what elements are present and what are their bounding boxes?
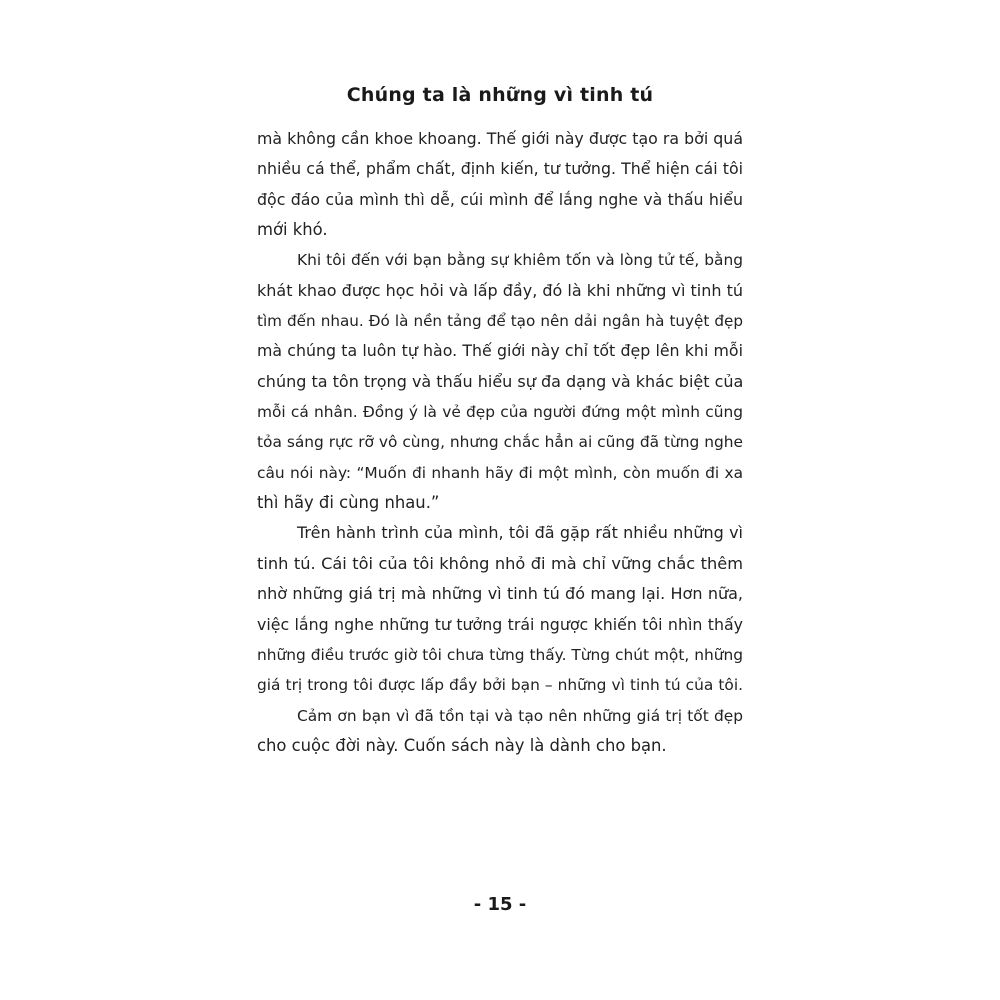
- text-line: nhiều cá thể, phẩm chất, định kiến, tư tưởng. Thể hiện cái tôi: [257, 159, 743, 179]
- page-title: Chúng ta là những vì tinh tú: [346, 84, 654, 106]
- text-line: giá trị trong tôi được lấp đầy bởi bạn – những vì tinh tú của tôi.: [257, 676, 743, 695]
- text-line: tinh tú. Cái tôi của tôi không nhỏ đi mà chỉ vững chắc thêm: [257, 553, 743, 573]
- text-line: câu nói này: “Muốn đi nhanh hãy đi một mình, còn muốn đi xa: [257, 463, 743, 482]
- text-line: cho cuộc đời này. Cuốn sách này là dành cho bạn.: [257, 735, 667, 755]
- text-line: chúng ta tôn trọng và thấu hiểu sự đa dạng và khác biệt của: [257, 371, 744, 391]
- text-line: tìm đến nhau. Đó là nền tảng để tạo nên dải ngân hà tuyệt đẹp: [257, 312, 743, 331]
- text-line: nhờ những giá trị mà những vì tinh tú đó mang lại. Hơn nữa,: [257, 584, 743, 604]
- text-line: mới khó.: [257, 220, 328, 240]
- text-line: mà không cần khoe khoang. Thế giới này được tạo ra bởi quá: [257, 129, 743, 148]
- text-line: Cảm ơn bạn vì đã tồn tại và tạo nên những giá trị tốt đẹp: [297, 706, 743, 725]
- text-line: mỗi cá nhân. Đồng ý là vẻ đẹp của người đứng một mình cũng: [257, 403, 743, 422]
- text-line: những điều trước giờ tôi chưa từng thấy. Từng chút một, những: [257, 645, 743, 664]
- page-number: - 15 -: [473, 894, 527, 915]
- text-line: khát khao được học hỏi và lấp đầy, đó là khi những vì tinh tú: [257, 280, 743, 300]
- text-line: tỏa sáng rực rỡ vô cùng, nhưng chắc hẳn ai cũng đã từng nghe: [257, 433, 743, 452]
- text-line: Khi tôi đến với bạn bằng sự khiêm tốn và lòng tử tế, bằng: [297, 251, 743, 270]
- page-body-text: [257, 124, 743, 761]
- text-line: mà chúng ta luôn tự hào. Thế giới này chỉ tốt đẹp lên khi mỗi: [257, 341, 743, 361]
- text-line: Trên hành trình của mình, tôi đã gặp rất nhiều những vì: [297, 523, 743, 543]
- text-line: việc lắng nghe những tư tưởng trái ngược khiến tôi nhìn thấy: [257, 614, 743, 634]
- text-line: thì hãy đi cùng nhau.”: [257, 493, 440, 513]
- text-line: độc đáo của mình thì dễ, cúi mình để lắng nghe và thấu hiểu: [257, 189, 743, 209]
